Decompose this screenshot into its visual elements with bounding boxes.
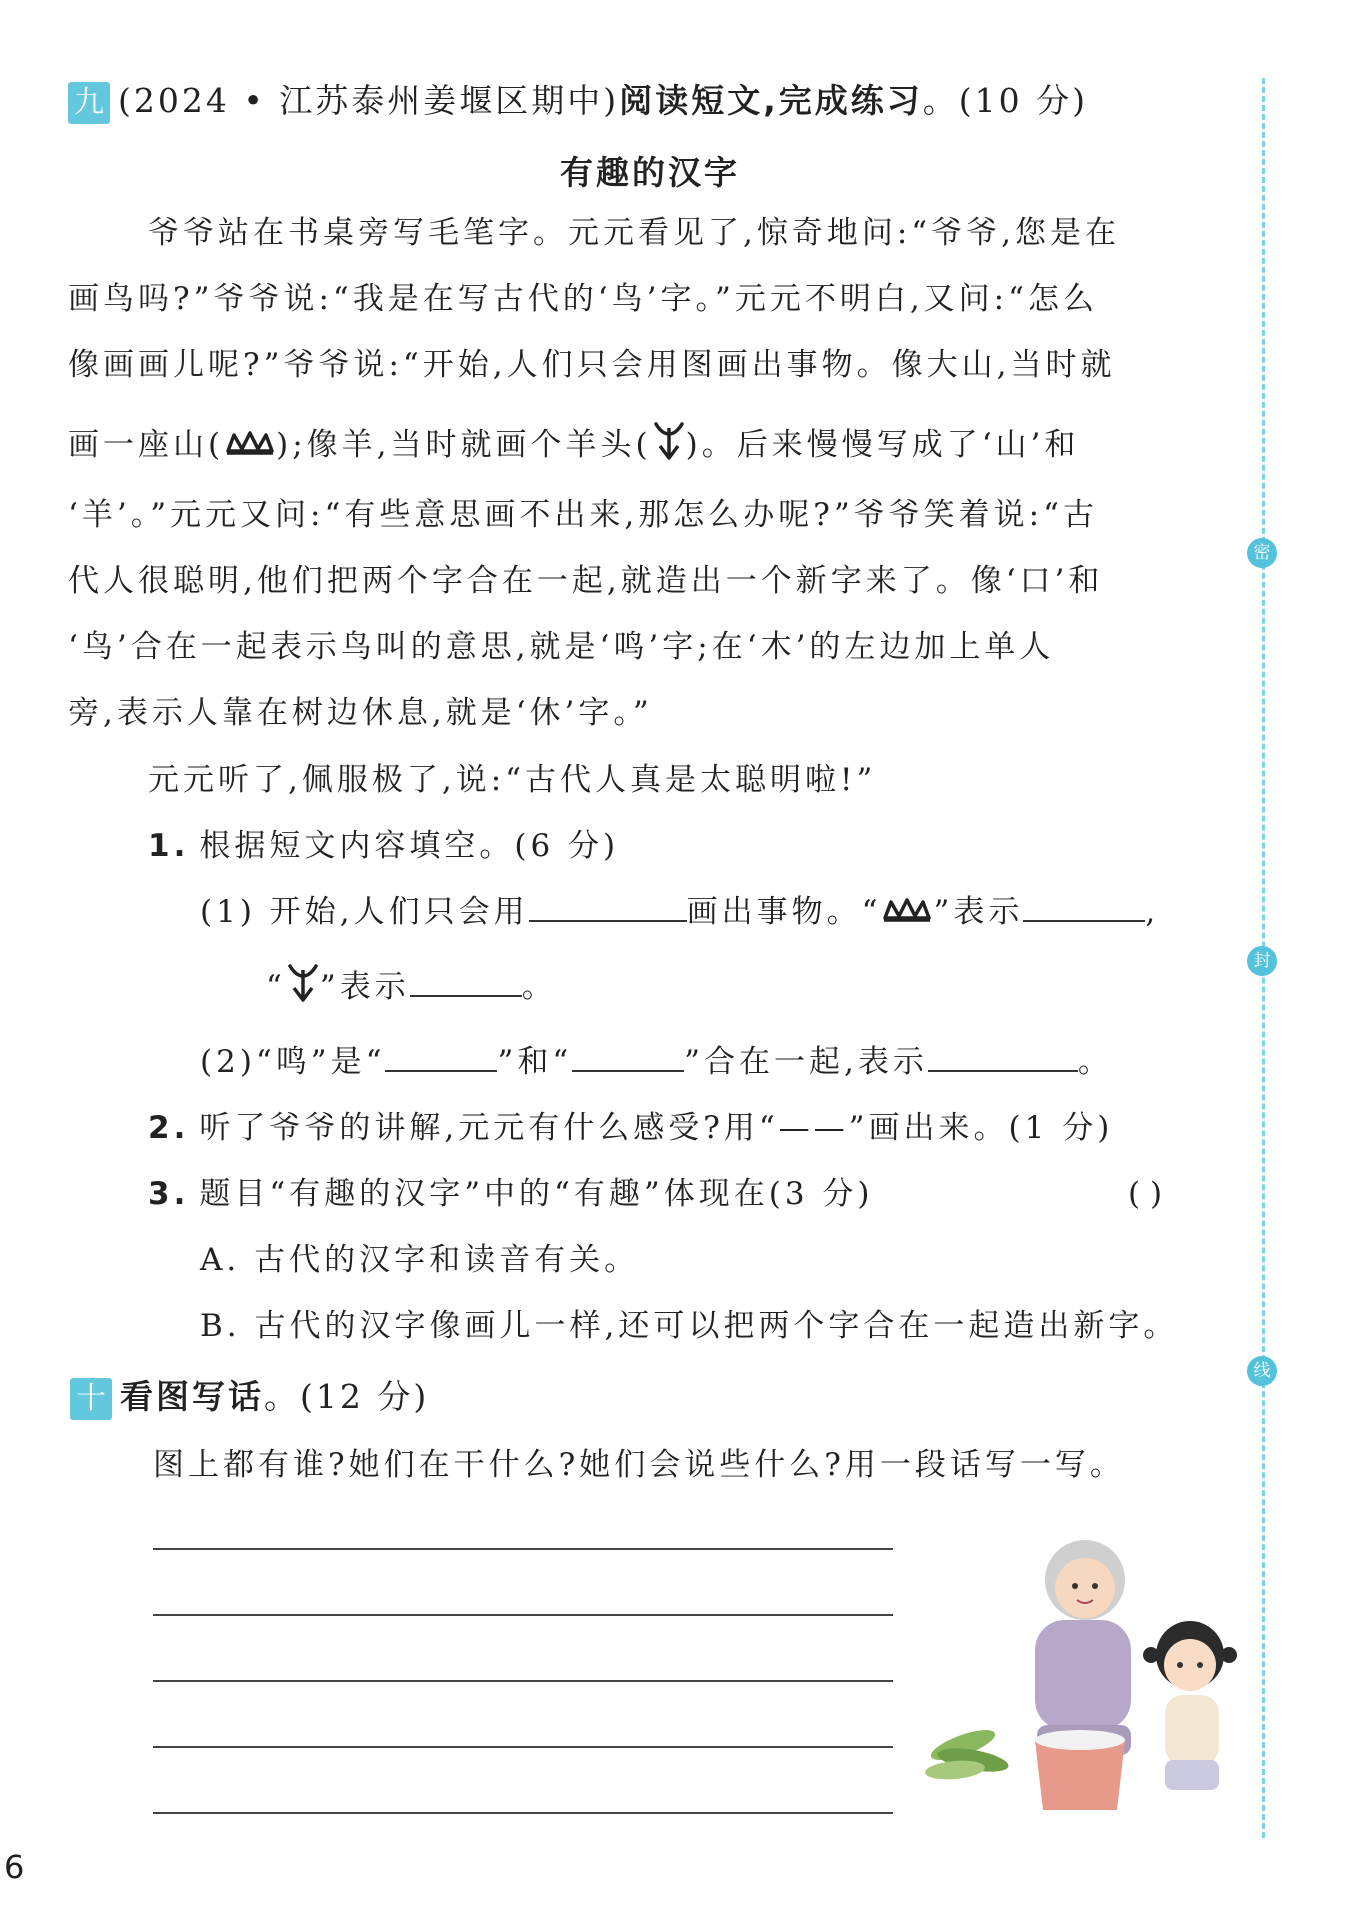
option-b: B. 古代的汉字像画儿一样,还可以把两个字合在一起造出新字。 (200, 1308, 1179, 1344)
question-1 (148, 823, 619, 869)
answer-blank[interactable] (529, 892, 687, 922)
passage-line: 代人很聪明,他们把两个字合在一起,就造出一个新字来了。像‘口’和 (68, 563, 1104, 599)
section10-instruction: 看图写话 (120, 1377, 264, 1416)
grandma-figure (1035, 1540, 1131, 1755)
passage-line: 元元听了,佩服极了,说:“古代人真是太聪明啦!” (148, 762, 877, 798)
question-1-part-1-cont (266, 960, 557, 1017)
question-number: 3. (148, 1176, 190, 1212)
question-text: , (1145, 894, 1160, 930)
section9-instruction: 阅读短文,完成练习 (619, 81, 923, 120)
answer-blank[interactable] (410, 967, 522, 997)
question-text: 根据短文内容填空。(6 分) (199, 828, 620, 864)
answer-blank[interactable] (928, 1042, 1078, 1072)
writing-line[interactable] (153, 1680, 893, 1682)
question-text: (1) 开始,人们只会用 (200, 894, 529, 930)
writing-line[interactable] (153, 1548, 893, 1550)
answer-bracket[interactable]: ( ) (1128, 1176, 1163, 1212)
question-text: ”表示 (319, 969, 410, 1005)
question-text: ”合在一起,表示 (684, 1044, 928, 1080)
sheep-head-pictograph-icon (652, 418, 686, 475)
question-text: “ (266, 969, 286, 1005)
cut-tag: 密 (1247, 538, 1277, 568)
question-text: 听了爷爷的讲解,元元有什么感受?用“——”画出来。(1 分) (199, 1110, 1114, 1146)
question-1-part-1 (200, 889, 1159, 937)
question-text: 画出事物。“ (686, 894, 882, 930)
question-text: 。 (1077, 1044, 1113, 1080)
passage-line (68, 418, 1079, 475)
passage-line: ‘鸟’合在一起表示鸟叫的意思,就是‘鸣’字;在‘木’的左边加上单人 (68, 629, 1055, 665)
question-text: ”和“ (497, 1044, 573, 1080)
question-2 (148, 1105, 1113, 1151)
question-text: ”表示 (933, 894, 1024, 930)
answer-blank[interactable] (385, 1042, 497, 1072)
cut-tag: 封 (1247, 946, 1277, 976)
question-3 (148, 1171, 874, 1217)
passage-line: 爷爷站在书桌旁写毛笔字。元元看见了,惊奇地问:“爷爷,您是在 (148, 215, 1120, 251)
question-1-part-2 (200, 1039, 1113, 1085)
passage-text: 画一座山( (68, 427, 225, 463)
section10-header (70, 1374, 429, 1420)
section10-prompt: 图上都有谁?她们在干什么?她们会说些什么?用一段话写一写。 (153, 1447, 1125, 1483)
section10-score: 。(12 分) (264, 1377, 430, 1416)
passage-title: 有趣的汉字 (560, 153, 740, 192)
answer-blank[interactable] (572, 1042, 684, 1072)
leaves-icon (925, 1724, 1010, 1782)
grandma-and-girl-illustration (925, 1520, 1245, 1820)
question-text: (2)“鸣”是“ (200, 1044, 386, 1080)
passage-line: 画鸟吗?”爷爷说:“我是在写古代的‘鸟’字。”元元不明白,又问:“怎么 (68, 281, 1098, 317)
sheep-head-pictograph-icon (286, 960, 320, 1017)
passage-text: );像羊,当时就画个羊头( (276, 427, 652, 463)
passage-line: 旁,表示人靠在树边休息,就是‘休’字。” (68, 695, 653, 731)
passage-line: 像画画儿呢?”爷爷说:“开始,人们只会用图画出事物。像大山,当时就 (68, 347, 1116, 383)
section9-score: 。(10 分) (922, 81, 1088, 120)
question-number: 1. (148, 828, 190, 864)
question-text: 题目“有趣的汉字”中的“有趣”体现在(3 分) (199, 1176, 874, 1212)
section9-badge: 九 (68, 82, 110, 124)
writing-line[interactable] (153, 1746, 893, 1748)
bucket-icon (1035, 1730, 1125, 1810)
question-number: 2. (148, 1110, 190, 1146)
passage-text: )。后来慢慢写成了‘山’和 (685, 427, 1080, 463)
section10-badge: 十 (70, 1378, 112, 1420)
mountain-pictograph-icon (224, 424, 276, 470)
page-number: 6 (4, 1848, 25, 1886)
passage-line: ‘羊’。”元元又问:“有些意思画不出来,那怎么办呢?”爷爷笑着说:“古 (68, 497, 1098, 533)
section9-header (68, 78, 1088, 124)
answer-blank[interactable] (1023, 892, 1145, 922)
mountain-pictograph-icon (881, 891, 933, 937)
cut-tag: 线 (1247, 1356, 1277, 1386)
girl-figure (1143, 1621, 1237, 1790)
writing-line[interactable] (153, 1812, 893, 1814)
option-a: A. 古代的汉字和读音有关。 (200, 1242, 640, 1278)
writing-line[interactable] (153, 1614, 893, 1616)
question-text: 。 (521, 969, 557, 1005)
section9-source: (2024 • 江苏泰州姜堰区期中) (118, 81, 620, 120)
